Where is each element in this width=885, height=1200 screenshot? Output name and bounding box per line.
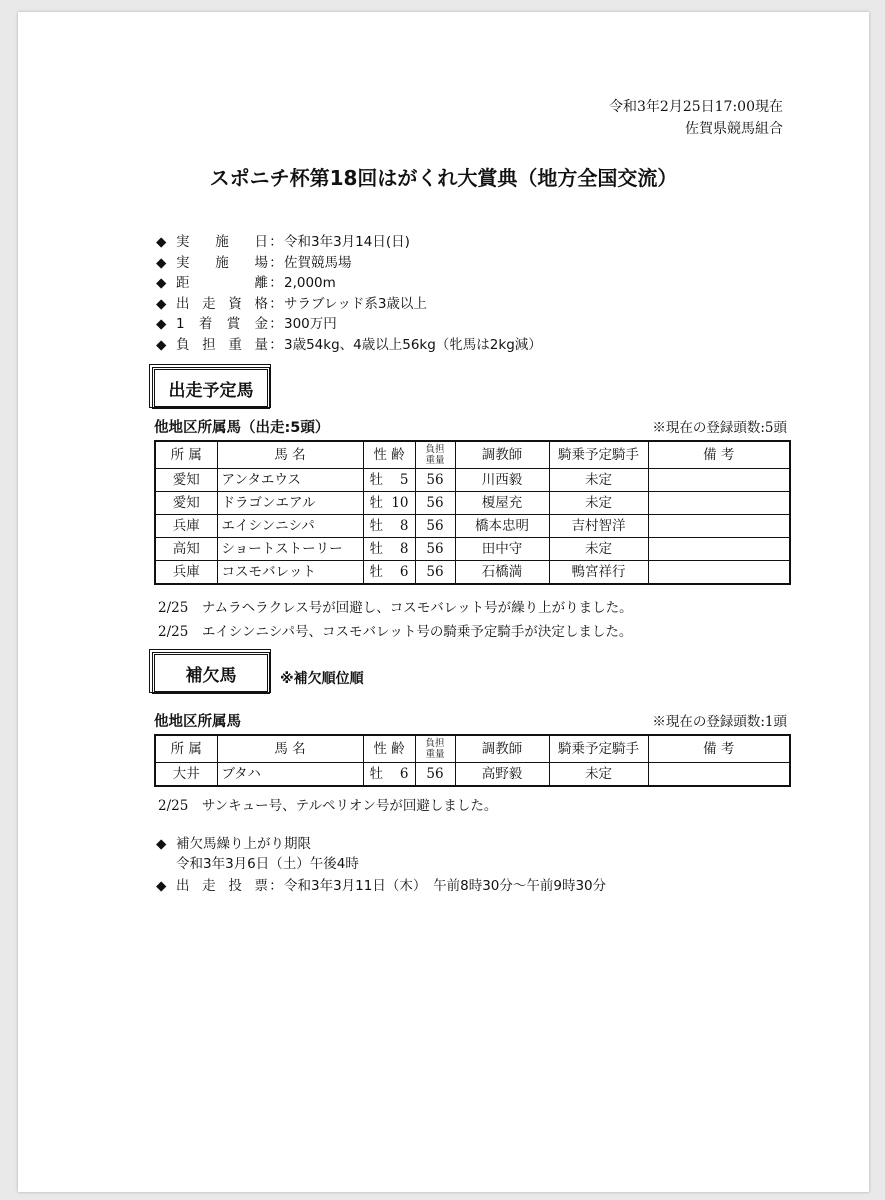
diamond-icon: ◆ (156, 336, 167, 353)
cell-jockey: 吉村智洋 (549, 515, 648, 538)
entries-heading: 出走予定馬 (168, 380, 254, 401)
vote-label: 出 走 投 票 (176, 878, 268, 894)
info-value: 令和3年3月14日(日) (284, 234, 410, 250)
cell-remarks (648, 763, 790, 787)
info-value: 3歳54kg、4歳以上56kg（牝馬は2kg減） (284, 336, 542, 353)
table-header-row (155, 735, 790, 763)
diamond-icon: ◆ (156, 254, 167, 271)
info-row: ◆ 負 担 重 量 ： 3歳54kg、4歳以上56kg（牝馬は2kg減） (156, 335, 542, 356)
table-row (155, 469, 790, 492)
entries-note-2: 2/25 エイシンニシパ号、コスモバレット号の騎乗予定騎手が決定しました。 (158, 624, 633, 640)
table-row (155, 492, 790, 515)
diamond-icon: ◆ (156, 295, 167, 312)
cell-sex-age: 牡 8 (363, 538, 415, 561)
info-row: ◆ 距 離 ： 2,000m (156, 273, 542, 294)
info-label: 実 施 場 (176, 254, 268, 271)
cell-remarks (648, 561, 790, 585)
cell-trainer: 橋本忠明 (455, 515, 549, 538)
table-row (155, 538, 790, 561)
cell-remarks (648, 538, 790, 561)
cell-trainer: 田中守 (455, 538, 549, 561)
cell-trainer: 石橋満 (455, 561, 549, 585)
cell-horse-name: ドラゴンエアル (217, 492, 363, 515)
col-weight: 負担 重量 (415, 735, 455, 763)
cell-weight: 56 (415, 538, 455, 561)
entries-group-label: 他地区所属馬（出走:5頭） (154, 420, 330, 436)
entries-table (154, 440, 791, 585)
cell-weight: 56 (415, 763, 455, 787)
cell-sex-age: 牡 10 (363, 492, 415, 515)
cell-remarks (648, 492, 790, 515)
reserve-heading: 補欠馬 (185, 665, 237, 686)
cell-sex-age: 牡 5 (363, 469, 415, 492)
reserve-order-note: ※補欠順位順 (280, 671, 364, 687)
info-row: ◆ 出 走 資 格 ： サラブレッド系3歳以上 (156, 294, 542, 315)
timestamp: 令和3年2月25日17:00現在 (609, 99, 783, 115)
document-page (18, 12, 869, 1192)
reserve-group-label: 他地区所属馬 (154, 714, 241, 730)
info-value: 300万円 (284, 316, 337, 332)
diamond-icon: ◆ (156, 836, 167, 852)
col-affiliation: 所 属 (155, 735, 217, 763)
col-horse-name: 馬 名 (217, 441, 363, 469)
reserve-note-1: 2/25 サンキュー号、テルペリオン号が回避しました。 (158, 798, 498, 814)
info-row: ◆ 1 着 賞 金 ： 300万円 (156, 314, 542, 335)
cell-weight: 56 (415, 469, 455, 492)
cell-affiliation: 高知 (155, 538, 217, 561)
col-sex-age: 性 齢 (363, 735, 415, 763)
deadline-label: 補欠馬繰り上がり期限 (176, 836, 311, 852)
cell-horse-name: コスモバレット (217, 561, 363, 585)
cell-remarks (648, 515, 790, 538)
col-trainer: 調教師 (455, 735, 549, 763)
header-info (609, 96, 783, 140)
diamond-icon: ◆ (156, 878, 167, 894)
col-weight: 負担 重量 (415, 441, 455, 469)
cell-weight: 56 (415, 561, 455, 585)
vote-block: ◆ 出 走 投 票 ： 令和3年3月11日（木） 午前8時30分～午前9時30分 (156, 878, 607, 894)
cell-affiliation: 愛知 (155, 469, 217, 492)
cell-affiliation: 愛知 (155, 492, 217, 515)
info-row: ◆ 実 施 日 ： 令和3年3月14日(日) (156, 232, 542, 253)
col-remarks: 備 考 (648, 441, 790, 469)
reserve-count: ※現在の登録頭数:1頭 (652, 714, 787, 730)
cell-jockey: 未定 (549, 469, 648, 492)
entries-count: ※現在の登録頭数:5頭 (652, 420, 787, 436)
cell-affiliation: 大井 (155, 763, 217, 787)
organization: 佐賀県競馬組合 (685, 121, 783, 137)
cell-weight: 56 (415, 515, 455, 538)
info-value: 佐賀競馬場 (284, 254, 352, 271)
table-header-row (155, 441, 790, 469)
diamond-icon: ◆ (156, 234, 167, 250)
col-remarks: 備 考 (648, 735, 790, 763)
col-sex-age: 性 齢 (363, 441, 415, 469)
cell-jockey: 鴨宮祥行 (549, 561, 648, 585)
cell-trainer: 川西毅 (455, 469, 549, 492)
cell-sex-age: 牡 6 (363, 763, 415, 787)
col-trainer: 調教師 (455, 441, 549, 469)
cell-jockey: 未定 (549, 763, 648, 787)
cell-horse-name: アンタエウス (217, 469, 363, 492)
info-value: 2,000m (284, 275, 336, 291)
cell-trainer: 榎屋充 (455, 492, 549, 515)
cell-jockey: 未定 (549, 538, 648, 561)
diamond-icon: ◆ (156, 316, 167, 332)
cell-affiliation: 兵庫 (155, 515, 217, 538)
page-title: スポニチ杯第18回はがくれ大賞典（地方全国交流） (209, 166, 678, 190)
col-jockey: 騎乗予定騎手 (549, 735, 648, 763)
cell-jockey: 未定 (549, 492, 648, 515)
table-row (155, 515, 790, 538)
reserve-heading-frame (149, 649, 271, 693)
info-label: 距 離 (176, 275, 268, 291)
cell-horse-name: ショートストーリー (217, 538, 363, 561)
info-label: 1 着 賞 金 (176, 316, 268, 332)
col-horse-name: 馬 名 (217, 735, 363, 763)
cell-remarks (648, 469, 790, 492)
table-row (155, 763, 790, 787)
diamond-icon: ◆ (156, 275, 167, 291)
col-affiliation: 所 属 (155, 441, 217, 469)
deadline-block (156, 834, 359, 874)
col-jockey: 騎乗予定騎手 (549, 441, 648, 469)
table-row (155, 561, 790, 585)
entries-heading-frame (149, 364, 271, 408)
info-label: 負 担 重 量 (176, 336, 268, 353)
cell-affiliation: 兵庫 (155, 561, 217, 585)
info-label: 出 走 資 格 (176, 295, 268, 312)
vote-value: 令和3年3月11日（木） 午前8時30分～午前9時30分 (284, 878, 607, 894)
cell-sex-age: 牡 6 (363, 561, 415, 585)
cell-horse-name: エイシンニシパ (217, 515, 363, 538)
info-row: ◆ 実 施 場 ： 佐賀競馬場 (156, 253, 542, 274)
cell-horse-name: ブタハ (217, 763, 363, 787)
reserve-table (154, 734, 791, 787)
info-label: 実 施 日 (176, 234, 268, 250)
cell-sex-age: 牡 8 (363, 515, 415, 538)
entries-note-1: 2/25 ナムラヘラクレス号が回避し、コスモバレット号が繰り上がりました。 (158, 600, 633, 616)
race-info (156, 232, 542, 355)
cell-weight: 56 (415, 492, 455, 515)
cell-trainer: 高野毅 (455, 763, 549, 787)
deadline-value: 令和3年3月6日（土）午後4時 (176, 856, 359, 872)
info-value: サラブレッド系3歳以上 (284, 295, 427, 312)
